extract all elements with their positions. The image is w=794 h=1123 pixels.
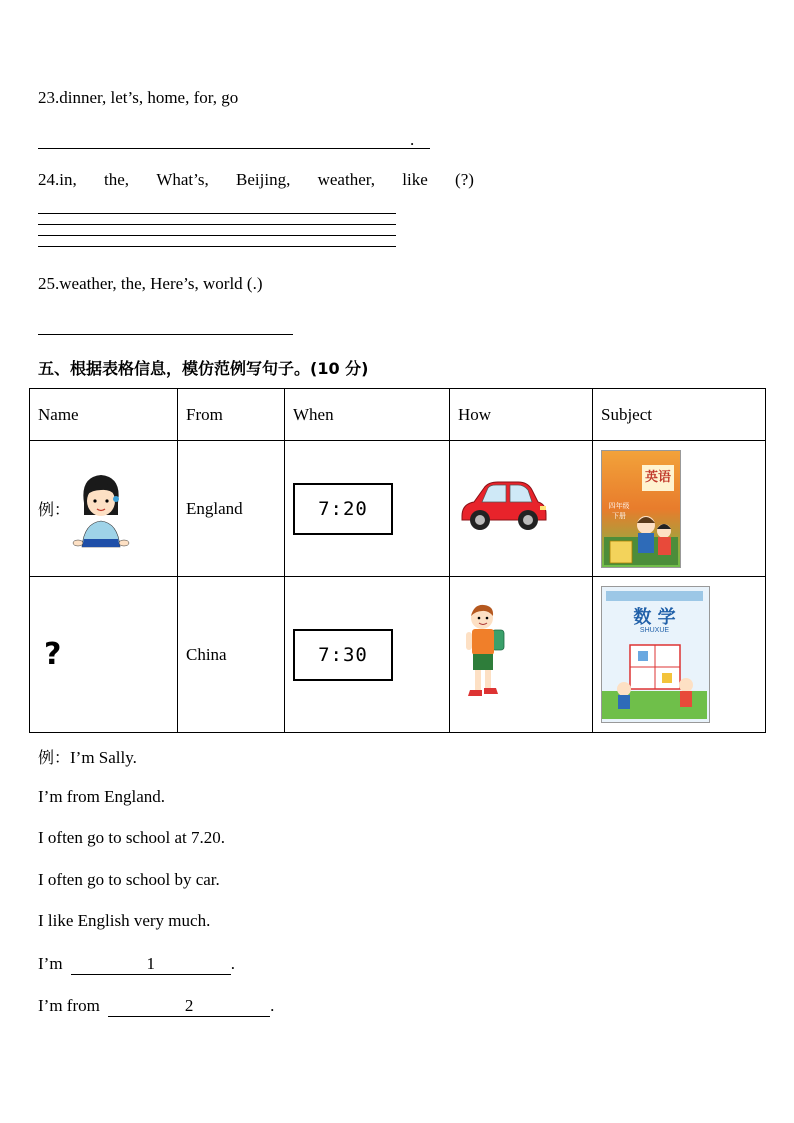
english-book-icon	[601, 450, 681, 568]
header-name: Name	[30, 389, 178, 441]
digital-clock: 7:20	[293, 483, 393, 535]
example-line-2: I’m from England.	[38, 787, 165, 806]
q24-word: (?)	[455, 170, 474, 189]
car-icon	[458, 476, 548, 536]
answer-line-24a[interactable]	[38, 213, 396, 214]
table-row	[30, 441, 766, 577]
math-book-icon	[601, 586, 710, 723]
period: .	[270, 996, 275, 1015]
book-title: 英语	[642, 465, 674, 491]
how-cell	[450, 577, 593, 733]
subject-cell	[593, 441, 766, 577]
subject-cell	[593, 577, 766, 733]
blank-2[interactable]	[108, 996, 270, 1017]
q24-word: Beijing,	[236, 170, 291, 189]
info-table	[29, 388, 766, 733]
example-line-1	[38, 745, 137, 768]
name-cell	[30, 441, 178, 577]
table-row	[30, 577, 766, 733]
fill-line-2	[38, 996, 274, 1017]
section-heading: 五、根据表格信息，模仿范例写句子。(10 分)	[38, 359, 369, 378]
answer-period-23: .	[410, 130, 415, 149]
how-cell	[450, 441, 593, 577]
from-cell: China	[178, 577, 285, 733]
when-cell	[285, 577, 450, 733]
answer-line-24c[interactable]	[38, 235, 396, 236]
fill-line-1	[38, 954, 235, 975]
blank-number: 1	[146, 954, 156, 973]
q24-word: like	[402, 170, 428, 189]
answer-line-25[interactable]	[38, 334, 293, 335]
example-prefix: 例：	[38, 500, 71, 519]
book-title: 数 学	[633, 607, 676, 628]
q24-word: What’s,	[156, 170, 209, 189]
girl-icon	[70, 469, 132, 549]
example-text: I’m Sally.	[70, 748, 137, 767]
answer-line-24d[interactable]	[38, 246, 396, 247]
example-line-5: I like English very much.	[38, 911, 211, 930]
blank-number: 2	[184, 996, 194, 1015]
from-cell: England	[178, 441, 285, 577]
book-cover-art-icon	[602, 637, 707, 719]
digital-clock: 7:30	[293, 629, 393, 681]
example-prefix: 例：	[38, 748, 71, 767]
question-25: 25.weather, the, Here’s, world (.)	[38, 274, 263, 293]
header-how: How	[450, 389, 593, 441]
table-header-row	[30, 389, 766, 441]
when-cell	[285, 441, 450, 577]
header-subject: Subject	[593, 389, 766, 441]
book-grade: 四年级	[608, 501, 630, 510]
q24-word: the,	[104, 170, 130, 189]
question-23: 23.dinner, let’s, home, for, go	[38, 88, 239, 107]
example-line-3: I often go to school at 7.20.	[38, 828, 225, 847]
question-24	[38, 170, 474, 190]
q24-word: 24.in,	[38, 170, 77, 189]
blank-1[interactable]	[71, 954, 231, 975]
fill-prefix: I’m from	[38, 996, 100, 1015]
answer-line-23[interactable]	[38, 148, 430, 149]
name-cell	[30, 577, 178, 733]
fill-prefix: I’m	[38, 954, 63, 973]
q24-word: weather,	[317, 170, 375, 189]
walking-boy-icon	[462, 602, 510, 702]
header-from: From	[178, 389, 285, 441]
header-when: When	[285, 389, 450, 441]
period: .	[230, 954, 236, 973]
example-line-4: I often go to school by car.	[38, 870, 220, 889]
book-volume: 下册	[612, 511, 626, 520]
book-cover-art-icon	[602, 507, 680, 567]
book-pinyin: SHUXUE	[639, 627, 670, 634]
answer-line-24b[interactable]	[38, 224, 396, 225]
question-mark: ?	[44, 637, 62, 672]
